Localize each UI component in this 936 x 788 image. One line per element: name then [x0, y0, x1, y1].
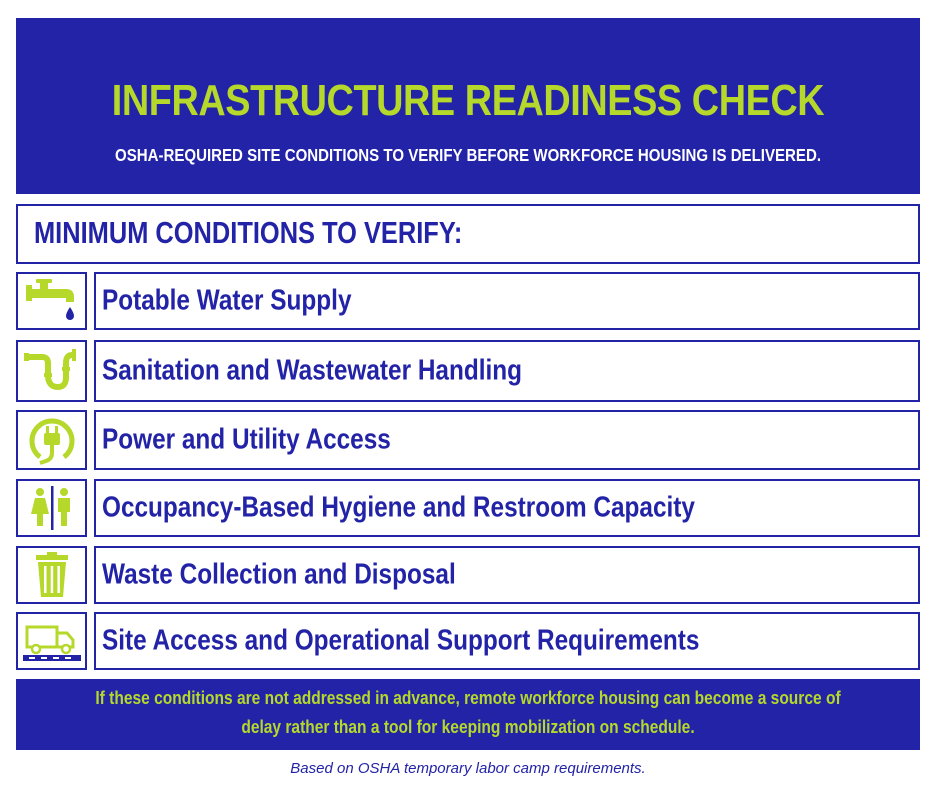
- footer-text-line-2: delay rather than a tool for keeping mobilization on schedule.: [241, 716, 695, 737]
- footer-banner: [16, 679, 920, 750]
- page-title: INFRASTRUCTURE READINESS CHECK: [111, 76, 825, 125]
- power-plug-icon: [16, 410, 87, 470]
- trash-can-icon: [16, 546, 87, 604]
- condition-label: Site Access and Operational Support Requirements: [102, 624, 700, 657]
- page-subtitle: OSHA-REQUIRED SITE CONDITIONS TO VERIFY BEFORE WORKFORCE HOUSING IS DELIVERED.: [114, 145, 822, 165]
- condition-row-restroom: [94, 479, 920, 537]
- condition-row-site-access: [94, 612, 920, 670]
- footer-text-line-1: If these conditions are not addressed in advance, remote workforce housing can become a source of: [95, 687, 841, 708]
- section-heading: MINIMUM CONDITIONS TO VERIFY:: [34, 215, 463, 250]
- condition-row-power: [94, 410, 920, 470]
- condition-label: Potable Water Supply: [102, 284, 352, 317]
- condition-row-sanitation: [94, 340, 920, 402]
- plumbing-pipe-icon: [16, 340, 87, 402]
- condition-row-waste: [94, 546, 920, 604]
- condition-label: Sanitation and Wastewater Handling: [102, 354, 523, 387]
- water-faucet-icon: [16, 272, 87, 330]
- condition-row-water: [94, 272, 920, 330]
- source-note: Based on OSHA temporary labor camp requirements.: [290, 760, 646, 777]
- delivery-truck-icon: [16, 612, 87, 670]
- condition-label: Occupancy-Based Hygiene and Restroom Capacity: [102, 491, 695, 524]
- condition-label: Power and Utility Access: [102, 423, 391, 456]
- section-heading-box: [16, 204, 920, 264]
- header-banner: [16, 18, 920, 194]
- restroom-icon: [16, 479, 87, 537]
- condition-label: Waste Collection and Disposal: [102, 558, 456, 591]
